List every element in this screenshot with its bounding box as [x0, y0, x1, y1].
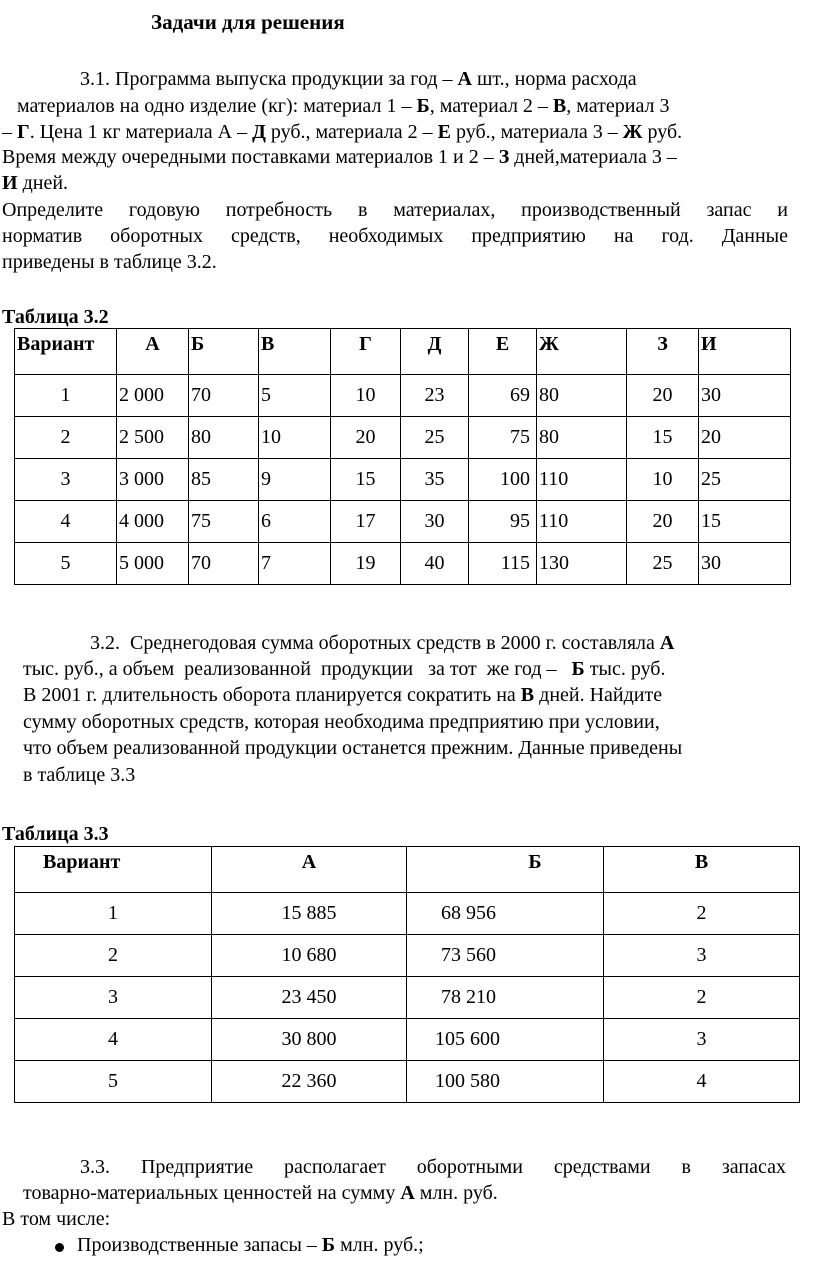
table-cell: 10 — [627, 459, 699, 501]
table-cell: 5 — [259, 375, 331, 417]
table33-header-row — [15, 847, 800, 893]
table-3-3 — [14, 846, 800, 1103]
table32-header-D: Д — [401, 329, 469, 375]
table-cell: 9 — [259, 459, 331, 501]
table32-header-A: А — [117, 329, 189, 375]
table-cell: 110 — [537, 459, 627, 501]
table-cell: 80 — [537, 417, 627, 459]
table-cell: 73 560 — [407, 935, 604, 977]
table-3-2 — [14, 328, 791, 585]
task1-para2-line3: приведены в таблице 3.2. — [2, 251, 217, 273]
task1-line1: 3.1. Программа выпуска продукции за год – А шт., норма расхода — [80, 68, 637, 90]
table32-header-E: Е — [469, 329, 537, 375]
table33-caption: Таблица 3.3 — [2, 823, 109, 845]
table-cell: 68 956 — [407, 893, 604, 935]
table-cell: 3 000 — [117, 459, 189, 501]
table-cell: 23 450 — [212, 977, 407, 1019]
task2-line6: в таблице 3.3 — [23, 764, 136, 786]
table-cell: 2 — [15, 935, 212, 977]
task3-line3: В том числе: — [2, 1208, 111, 1230]
table32-header-variant: Вариант — [15, 329, 117, 375]
table-cell: 110 — [537, 501, 627, 543]
task3-bullet1: Производственные запасы – Б млн. руб.; — [77, 1234, 424, 1256]
table33-header-A: А — [212, 847, 407, 893]
table33-header-V: В — [604, 847, 800, 893]
table-cell: 1 — [15, 893, 212, 935]
table-cell: 20 — [699, 417, 791, 459]
table-row — [15, 935, 800, 977]
table-cell: 95 — [469, 501, 537, 543]
task2-line3: В 2001 г. длительность оборота планируется сократить на В дней. Найдите — [23, 684, 663, 706]
table-cell: 30 — [699, 375, 791, 417]
table-cell: 69 — [469, 375, 537, 417]
task1-para2-line1: Определите годовую потребность в материалах, производственный запас и — [2, 199, 788, 221]
task1-line3: – Г. Цена 1 кг материала А – Д руб., материала 2 – Е руб., материала 3 – Ж руб. — [2, 121, 683, 143]
task1-line4: Время между очередными поставками материалов 1 и 2 – З дней,материала 3 – — [2, 146, 677, 168]
table32-header-I: И — [699, 329, 791, 375]
task3-line2: товарно-материальных ценностей на сумму А млн. руб. — [23, 1182, 498, 1204]
table-cell: 35 — [401, 459, 469, 501]
bullet-icon — [55, 1243, 64, 1252]
table-cell: 100 580 — [407, 1061, 604, 1103]
table-cell: 1 — [15, 375, 117, 417]
table-row — [15, 459, 791, 501]
table32-caption: Таблица 3.2 — [2, 306, 109, 328]
table33-header-B: Б — [407, 847, 604, 893]
task2-line5: что объем реализованной продукции останется прежним. Данные приведены — [23, 737, 683, 759]
table-cell: 80 — [189, 417, 259, 459]
table-cell: 78 210 — [407, 977, 604, 1019]
table-cell: 23 — [401, 375, 469, 417]
table-cell: 30 — [401, 501, 469, 543]
table-cell: 30 800 — [212, 1019, 407, 1061]
table-row — [15, 1061, 800, 1103]
table-cell: 7 — [259, 543, 331, 585]
table-cell: 17 — [331, 501, 401, 543]
table-cell: 4 — [15, 1019, 212, 1061]
table-cell: 5 — [15, 1061, 212, 1103]
page-title: Задачи для решения — [151, 10, 345, 34]
table-cell: 3 — [604, 1019, 800, 1061]
table-cell: 130 — [537, 543, 627, 585]
table-cell: 80 — [537, 375, 627, 417]
table-cell: 6 — [259, 501, 331, 543]
task2-line1: 3.2. Среднегодовая сумма оборотных средств в 2000 г. составляла А — [90, 632, 675, 654]
table-row — [15, 893, 800, 935]
table-cell: 2 — [604, 893, 800, 935]
table-cell: 22 360 — [212, 1061, 407, 1103]
task1-line2: материалов на одно изделие (кг): материал 1 – Б, материал 2 – В, материал 3 — [17, 95, 670, 117]
table-cell: 70 — [189, 375, 259, 417]
table-cell: 2 — [15, 417, 117, 459]
table-cell: 15 885 — [212, 893, 407, 935]
table32-header-G: Г — [331, 329, 401, 375]
table32-header-row — [15, 329, 791, 375]
table32-header-B: Б — [189, 329, 259, 375]
table-row — [15, 977, 800, 1019]
table-cell: 4 000 — [117, 501, 189, 543]
table-row — [15, 1019, 800, 1061]
table-cell: 2 — [604, 977, 800, 1019]
task3-line1: 3.3. Предприятие располагает оборотными средствами в запасах — [80, 1156, 786, 1178]
table-cell: 15 — [331, 459, 401, 501]
table-cell: 85 — [189, 459, 259, 501]
table-row — [15, 417, 791, 459]
task2-line4: сумму оборотных средств, которая необходима предприятию при условии, — [23, 711, 660, 733]
table-cell: 75 — [189, 501, 259, 543]
table-cell: 3 — [604, 935, 800, 977]
table-cell: 4 — [15, 501, 117, 543]
table-cell: 10 — [259, 417, 331, 459]
table32-header-V: В — [259, 329, 331, 375]
task2-line2: тыс. руб., а объем реализованной продукции за тот же год – Б тыс. руб. — [23, 658, 666, 680]
table-cell: 3 — [15, 459, 117, 501]
table-cell: 2 000 — [117, 375, 189, 417]
table-cell: 19 — [331, 543, 401, 585]
table-cell: 100 — [469, 459, 537, 501]
table-cell: 5 — [15, 543, 117, 585]
table-cell: 4 — [604, 1061, 800, 1103]
table-cell: 20 — [627, 501, 699, 543]
table-cell: 10 — [331, 375, 401, 417]
table-cell: 70 — [189, 543, 259, 585]
table-cell: 15 — [627, 417, 699, 459]
table-cell: 40 — [401, 543, 469, 585]
table-cell: 30 — [699, 543, 791, 585]
table-cell: 20 — [627, 375, 699, 417]
table-cell: 15 — [699, 501, 791, 543]
table-cell: 25 — [627, 543, 699, 585]
table32-header-Zh: Ж — [537, 329, 627, 375]
table-row — [15, 543, 791, 585]
table-cell: 5 000 — [117, 543, 189, 585]
table-cell: 10 680 — [212, 935, 407, 977]
table-row — [15, 501, 791, 543]
table-cell: 25 — [699, 459, 791, 501]
table32-header-Z: З — [627, 329, 699, 375]
table-cell: 115 — [469, 543, 537, 585]
table-cell: 105 600 — [407, 1019, 604, 1061]
table-cell: 25 — [401, 417, 469, 459]
table-cell: 3 — [15, 977, 212, 1019]
table-row — [15, 375, 791, 417]
table-cell: 2 500 — [117, 417, 189, 459]
task1-line5: И дней. — [2, 172, 69, 194]
table-cell: 20 — [331, 417, 401, 459]
table-cell: 75 — [469, 417, 537, 459]
table33-header-variant: Вариант — [15, 847, 212, 893]
task1-para2-line2: норматив оборотных средств, необходимых предприятию на год. Данные — [2, 225, 788, 247]
